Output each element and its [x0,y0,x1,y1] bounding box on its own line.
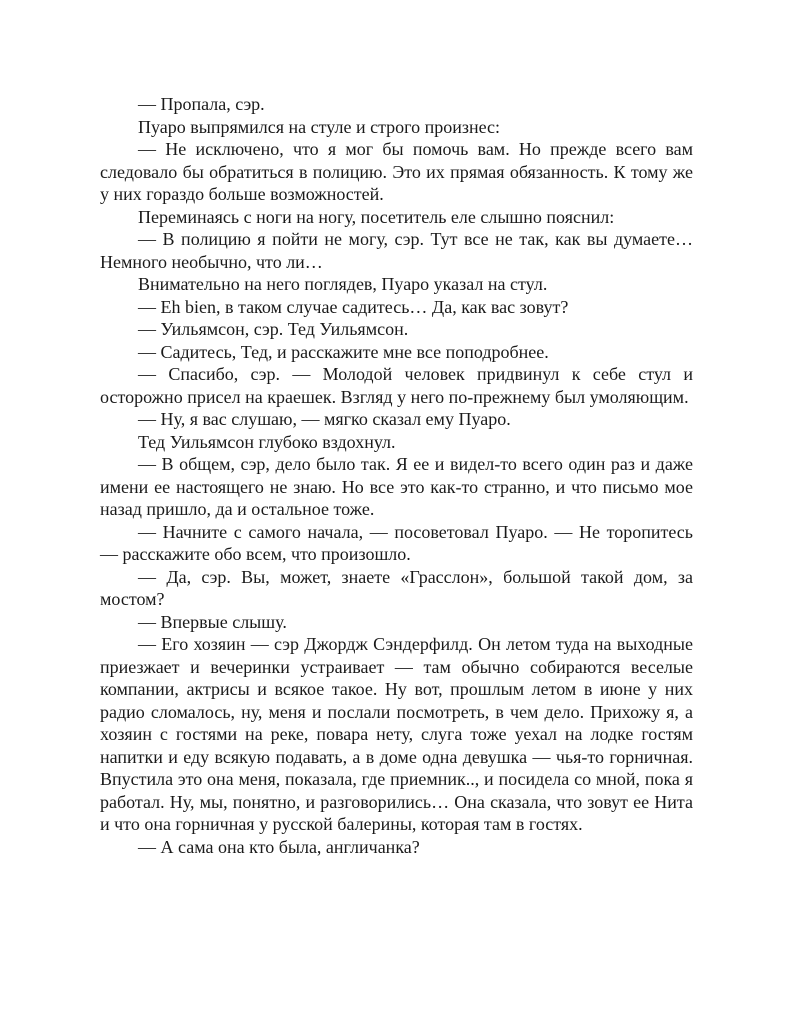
paragraph: — В общем, сэр, дело было так. Я ее и видел-то всего один раз и даже имени ее настоящего не знаю. Но все это как-то странно, и что письмо мое назад пришло, да и остальное тоже. [100,454,693,519]
paragraph: Переминаясь с ноги на ногу, посетитель еле слышно пояснил: [138,206,615,227]
paragraph: — Пропала, сэр. [138,94,265,114]
paragraph: — Садитесь, Тед, и расскажите мне все поподробнее. [138,341,549,362]
paragraph: Пуаро выпрямился на стуле и строго произнес: [138,116,501,137]
paragraph: Тед Уильямсон глубоко вздохнул. [138,431,396,452]
paragraph: — Его хозяин — сэр Джордж Сэндерфилд. Он летом туда на выходные приезжает и вечеринки устраивает — там обычно собираются веселые компании, актрисы и всякое такое. Ну вот, прошлым летом в июне у них радио сломалось, ну, меня и послали посмотреть, в чем дело. Прихожу я, а хозяин с гостями на реке, повара нету, слуга тоже уехал на лодке гостям напитки и еду всякую подавать, а в доме одна девушка — чья-то горничная. Впустила это она меня, показала, где приемник.., и посидела со мной, пока я работал. Ну, мы, понятно, и разговорились… Она сказала, что зовут ее Нита и что она горничная у русской балерины, которая там в гостях. [100,634,693,834]
paragraph: — Впервые слышу. [138,611,287,632]
paragraph: Внимательно на него поглядев, Пуаро указал на стул. [138,274,548,294]
paragraph: — Да, сэр. Вы, может, знаете «Грасслон», большой такой дом, за мостом? [100,566,693,609]
paragraph: — А сама она кто была, англичанка? [138,836,420,857]
paragraph: — Спасибо, сэр. — Молодой человек придвинул к себе стул и осторожно присел на краешек. Взгляд у него по-прежнему был умоляющим. [100,364,693,407]
paragraph: — Начните с самого начала, — посоветовал Пуаро. — Не торопитесь — расскажите обо всем, что произошло. [100,521,693,564]
paragraph: — Уильямсон, сэр. Тед Уильямсон. [138,319,409,339]
page-text [100,93,693,858]
paragraph: — В полицию я пойти не могу, сэр. Тут все не так, как вы думаете… Немного необычно, что ли… [100,229,693,272]
paragraph: — Eh bien, в таком случае садитесь… Да, как вас зовут? [138,296,569,317]
paragraph: — Ну, я вас слушаю, — мягко сказал ему Пуаро. [138,409,511,429]
paragraph: — Не исключено, что я мог бы помочь вам. Но прежде всего вам следовало бы обратиться в полицию. Это их прямая обязанность. К тому же у них гораздо больше возможностей. [100,139,693,204]
